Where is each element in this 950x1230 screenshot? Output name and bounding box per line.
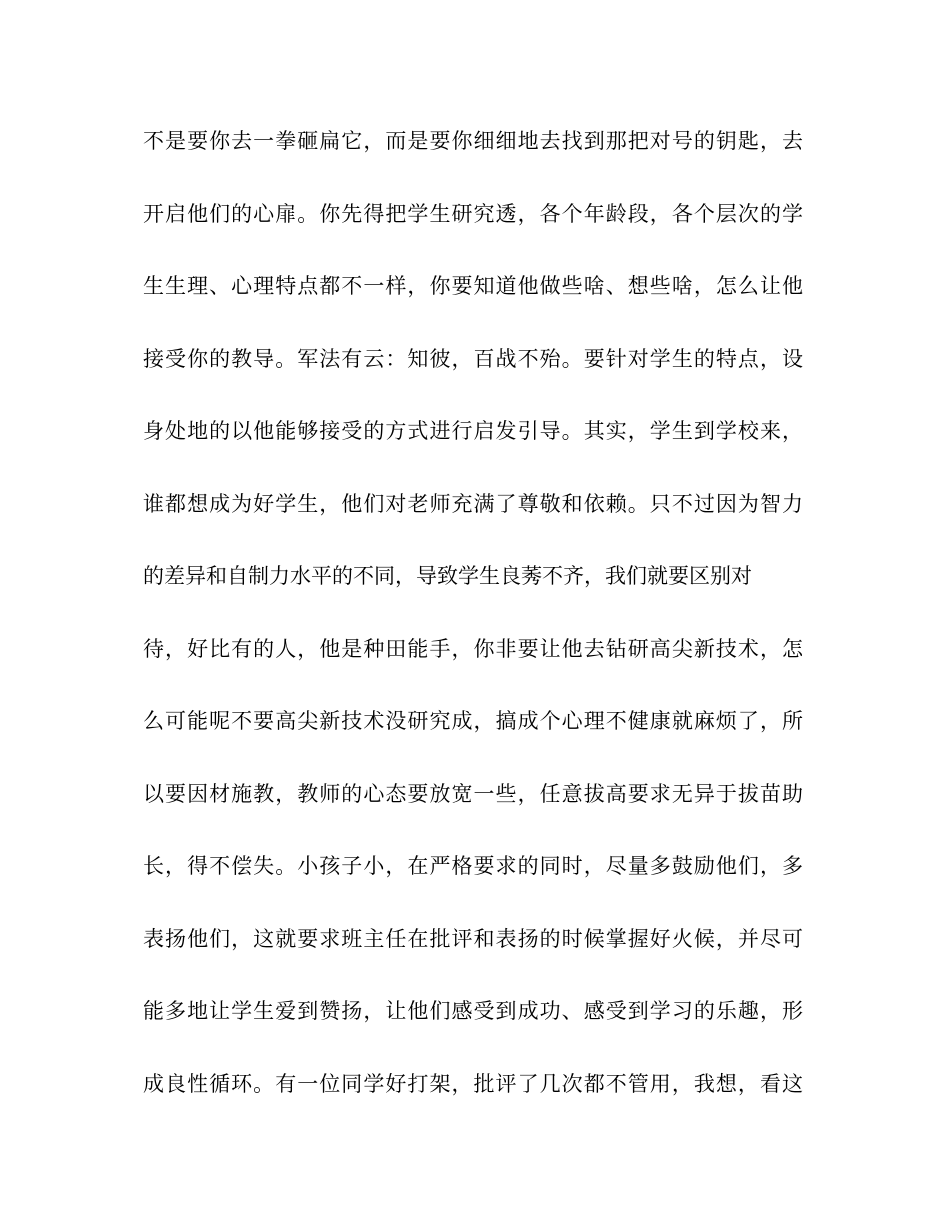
text-line: 的差异和自制力水平的不同，导致学生良莠不齐，我们就要区别对 (143, 564, 752, 588)
text-line: 不是要你去一拳砸扁它，而是要你细细地去找到那把对号的钥匙，去 (143, 129, 803, 153)
text-line: 以要因材施教，教师的心态要放宽一些，任意拔高要求无异于拔苗助 (143, 781, 803, 806)
text-line: 待，好比有的人，他是种田能手，你非要让他去钻研高尖新技术，怎 (143, 636, 803, 661)
text-line: 谁都想成为好学生，他们对老师充满了尊敬和依赖。只不过因为智力 (143, 491, 803, 516)
text-line: 生生理、心理特点都不一样，你要知道他做些啥、想些啥，怎么让他 (143, 274, 803, 298)
body-text (143, 121, 803, 1136)
text-line: 开启他们的心扉。你先得把学生研究透，各个年龄段，各个层次的学 (143, 201, 803, 226)
text-line: 表扬他们，这就要求班主任在批评和表扬的时候掌握好火候，并尽可 (143, 926, 803, 951)
text-line: 接受你的教导。军法有云：知彼，百战不殆。要针对学生的特点，设 (143, 346, 803, 371)
text-line: 长，得不偿失。小孩子小，在严格要求的同时，尽量多鼓励他们，多 (143, 854, 803, 878)
text-line: 能多地让学生爱到赞扬，让他们感受到成功、感受到学习的乐趣，形 (143, 999, 803, 1023)
text-line: 成良性循环。有一位同学好打架，批评了几次都不管用，我想，看这 (143, 1071, 803, 1096)
text-line: 么可能呢不要高尖新技术没研究成，搞成个心理不健康就麻烦了，所 (143, 709, 803, 733)
text-line: 身处地的以他能够接受的方式进行启发引导。其实，学生到学校来， (143, 419, 803, 443)
